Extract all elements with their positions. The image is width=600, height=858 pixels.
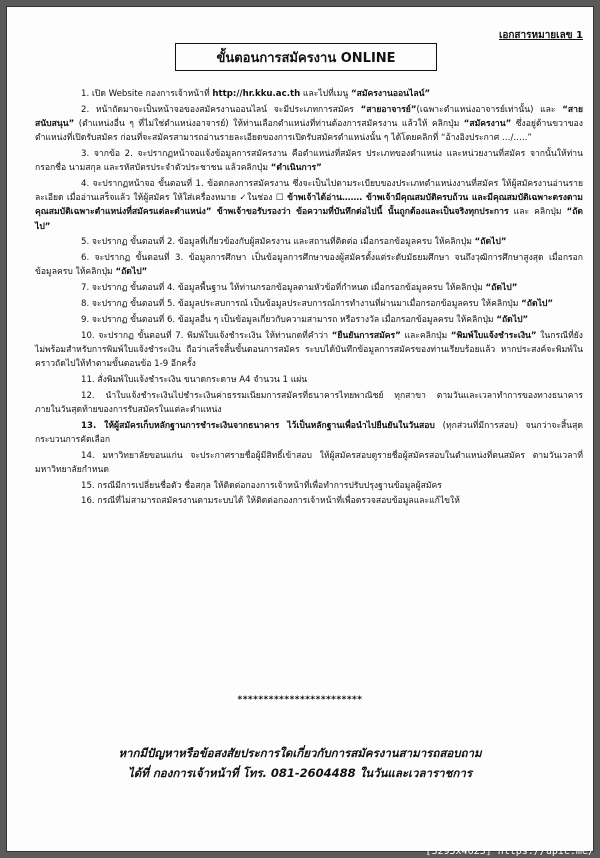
step-text: 5. จะปรากฏ ขั้นตอนที่ 2. ข้อมูลที่เกี่ยวข้องกับผู้สมัครงาน และสถานที่ติดต่อ เมื่อกรอกข้อมูลครบ ให้คลิกปุ่ม	[81, 237, 475, 248]
step-text: 6. จะปรากฏ ขั้นตอนที่ 3. ข้อมูลการศึกษา เป็นข้อมูลการศึกษาของผู้สมัครตั้งแต่ระดับมัธยมศึกษา จนถึงวุฒิการศึกษาสูงสุด เมื่อกรอกข้อมูลครบ ให้คลิกปุ่ม	[35, 253, 583, 278]
step-text: ในกรณีที่ยังไม่พร้อมสำหรับการพิมพ์ใบแจ้งชำระเงิน ถือว่าเสร็จสิ้นขั้นตอนการสมัคร ระบบได้บันทึกข้อมูลการสมัครของท่านเรียบร้อยแล้ว หากประสงค์จะพิมพ์ในคราวถัดไปให้ทำตามขั้นตอนข้อ 1-9 อีกครั้ง	[35, 330, 583, 369]
step-item-3	[35, 147, 583, 175]
step-item-7	[35, 281, 583, 295]
step-text: 16. กรณีที่ไม่สามารถสมัครงานตามระบบได้ ให้ติดต่อกองการเจ้าหน้าที่เพื่อตรวจสอบข้อมูลและแก้ไขให้	[81, 496, 460, 507]
step-item-10	[35, 329, 583, 372]
step-text: (เฉพาะตำแหน่งอาจารย์เท่านั้น) และ	[416, 104, 563, 115]
step-text: 8. จะปรากฏ ขั้นตอนที่ 5. ข้อมูลประสบการณ์ เป็นข้อมูลประสบการณ์การทำงานที่ผ่านมาเมื่อกรอกข้อมูลครบ ให้คลิกปุ่ม	[81, 299, 522, 309]
step-item-2	[35, 103, 583, 146]
step-text: 15. กรณีมีการเปลี่ยนชื่อตัว ชื่อสกุล ให้ติดต่อกองการเจ้าหน้าที่เพื่อทำการปรับปรุงฐานข้อมูลผู้สมัคร	[81, 480, 442, 491]
step-item-14	[35, 449, 583, 477]
step-text: “ถัดไป”	[496, 314, 529, 325]
step-text: (ตำแหน่งอื่น ๆ ที่ไม่ใช่ตำแหน่งอาจารย์) ให้ท่านเลือกตำแหน่งที่ท่านต้องการสมัครงาน แล้วให้ คลิกปุ่ม	[74, 119, 464, 129]
step-text: ☐ ข้าพเจ้าได้อ่าน……. ข้าพเจ้ามีคุณสมบัติครบถ้วน และมีคุณสมบัติเฉพาะตรงตามคุณสมบัติเฉพาะตำแหน่งที่สมัครแต่ละตำแหน่ง” ข้าพเจ้าขอรับรองว่า ข้อความที่บันทึกต่อไปนี้ นั้นถูกต้องและเป็นจริงทุกประการ	[35, 193, 583, 218]
step-item-15	[35, 479, 583, 493]
step-item-1	[35, 87, 583, 101]
step-item-16	[35, 494, 583, 508]
step-text: 14. มหาวิทยาลัยขอนแก่น จะประกาศรายชื่อผู้มีสิทธิ์เข้าสอบ ให้ผู้สมัครสอบดูรายชื่อผู้สมัครสอบในตำแหน่งที่ตนสมัคร ตามวันเวลาที่มหาวิทยาลัยกำหนด	[35, 450, 583, 475]
step-text: 12. นำใบแจ้งชำระเงินไปชำระเงินค่าธรรมเนียมการสมัครที่ธนาคารไทยพาณิชย์ ทุกสาขา ตามวันและเวลาทำการของทางธนาคาร ภายในวันสุดท้ายของการรับสมัครในแต่ละตำแหน่ง	[35, 390, 583, 415]
page-title: ขั้นตอนการสมัครงาน ONLINE	[175, 43, 437, 71]
step-text: “ถัดไป”	[485, 283, 518, 294]
step-text: “สายอาจารย์”	[360, 104, 417, 115]
step-item-6	[35, 251, 583, 279]
footer-line-2: ได้ที่ กองการเจ้าหน้าที่ โทร. 081-2604488 ในวันและเวลาราชการ	[128, 766, 472, 780]
step-text: “ถัดไป”	[115, 267, 148, 278]
step-text: “ยืนยันการสมัคร”	[331, 330, 401, 341]
separator: ************************	[237, 695, 363, 705]
step-item-9	[35, 313, 583, 327]
step-item-8	[35, 297, 583, 311]
step-text: ซึ่งอยู่ด้านขวาของตำแหน่งที่เปิดรับสมัคร ก่อนที่จะสมัครสามารถอ่านรายละเอียดของการเปิดรับสมัครตำแหน่งนั้น ๆ ได้โดยคลิกที่ “อ้างอิงประกาศ …/…..”	[35, 119, 583, 144]
step-item-13	[35, 419, 583, 447]
step-text: (ทุกส่วนที่มีการสอบ) จนกว่าจะสิ้นสุดกระบวนการคัดเลือก	[35, 420, 584, 445]
image-watermark: [3295x4623] https://upic.me/	[425, 846, 594, 857]
step-text: “ดำเนินการ”	[270, 163, 322, 174]
step-text: และคลิกปุ่ม	[400, 330, 451, 341]
step-text: 11. สั่งพิมพ์ใบแจ้งชำระเงิน ขนาดกระดาษ A4 จำนวน 1 แผ่น	[81, 374, 308, 385]
step-text: 4. จะปรากฏหน้าจอ ขั้นตอนที่ 1. ข้อตกลงการสมัครงาน ซึ่งจะเป็นไปตามระเบียบของประเภทตำแหน่งงานที่สมัคร ให้ผู้สมัครงานอ่านรายละเอียด เมื่ออ่านเสร็จแล้ว ให้ผู้สมัคร ให้ใส่เครื่องหมาย ✓ในช่อง	[35, 179, 583, 204]
document-number: เอกสารหมายเลข 1	[498, 30, 583, 41]
step-text: 3. จากข้อ 2. จะปรากฏหน้าจอแจ้งข้อมูลการสมัครงาน คือตำแหน่งที่สมัคร ประเภทของตำแหน่ง และหน่วยงานที่สมัคร จากนั้นให้ท่าน กรอกชื่อ นามสกุล และรหัสบัตรประจำตัวประชาชน แล้วคลิกปุ่ม	[35, 149, 583, 174]
step-text: และ คลิกปุ่ม	[508, 207, 567, 218]
step-text: 10. จะปรากฏ ขั้นตอนที่ 7. พิมพ์ใบแจ้งชำระเงิน ให้ท่านกดที่คำว่า	[81, 330, 332, 341]
step-text: 9. จะปรากฏ ขั้นตอนที่ 6. ข้อมูลอื่น ๆ เป็นข้อมูลเกี่ยวกับความสามารถ หรือรางวัล เมื่อกรอกข้อมูลครบ ให้คลิกปุ่ม	[81, 314, 497, 325]
step-text: และไปที่เมนู	[300, 89, 351, 99]
step-text: “สมัครงานออนไลน์”	[351, 89, 431, 99]
footer-line-1: หากมีปัญหาหรือข้อสงสัยประการใดเกี่ยวกับการสมัครงานสามารถสอบถาม	[118, 746, 482, 760]
step-item-4	[35, 177, 583, 234]
step-text: “สมัครงาน”	[463, 119, 512, 129]
step-item-11	[35, 373, 583, 387]
step-text: “ถัดไป”	[521, 299, 553, 309]
step-text: “ถัดไป”	[474, 237, 507, 248]
step-text: “ถัดไป”	[35, 207, 583, 232]
step-text: http://hr.kku.ac.th	[212, 89, 301, 99]
step-text: 7. จะปรากฏ ขั้นตอนที่ 4. ข้อมูลพื้นฐาน ให้ท่านกรอกข้อมูลตามหัวข้อที่กำหนด เมื่อกรอกข้อมูลครบ ให้คลิกปุ่ม	[81, 283, 486, 294]
step-text: “พิมพ์ใบแจ้งชำระเงิน”	[450, 330, 537, 341]
step-text: “สายสนับสนุน”	[35, 104, 583, 129]
steps-list	[35, 87, 583, 510]
step-item-12	[35, 389, 583, 417]
step-text: 1. เปิด Website กองการเจ้าหน้าที่	[81, 89, 213, 99]
step-text: 2. หน้าถัดมาจะเป็นหน้าจอของสมัครงานออนไลน์ จะมีประเภทการสมัคร	[81, 104, 361, 115]
contact-footer	[7, 743, 593, 783]
document-page	[6, 6, 594, 852]
step-text: 13. ให้ผู้สมัครเก็บหลักฐานการชำระเงินจากธนาคาร ไว้เป็นหลักฐานเพื่อนำไปยืนยันในวันสอบ	[81, 420, 435, 431]
step-item-5	[35, 235, 583, 249]
